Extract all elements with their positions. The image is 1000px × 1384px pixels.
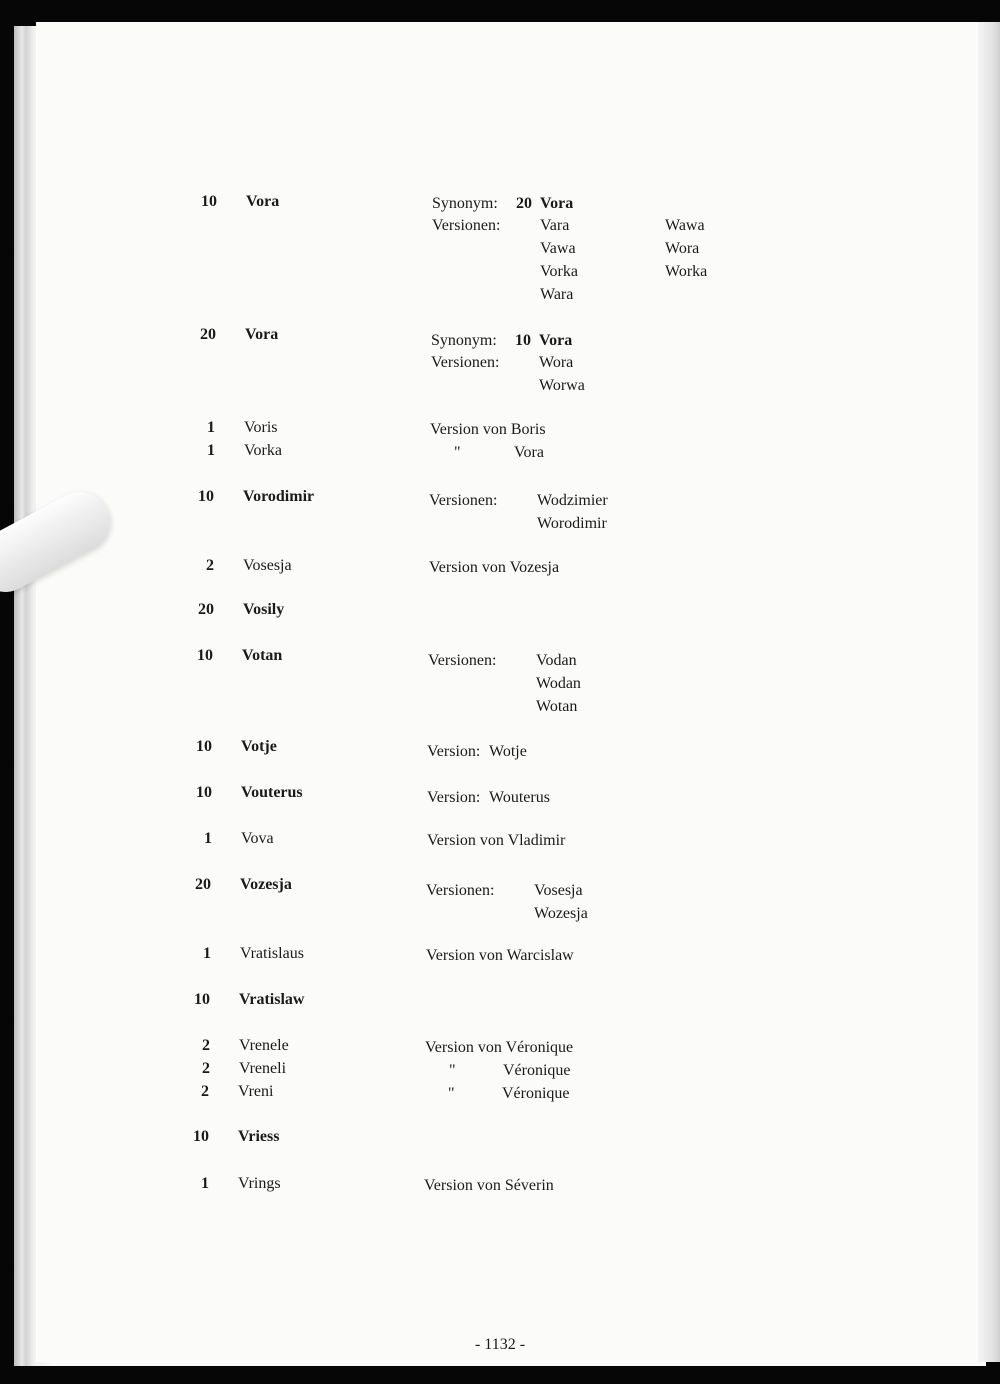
- entry-name: Vrenele: [239, 1037, 289, 1054]
- relation-label: Versionen:: [431, 354, 500, 371]
- entry-name: Vora: [246, 193, 280, 210]
- related-name: Worwa: [539, 377, 585, 394]
- relation-label: Version von Vozesja: [429, 559, 560, 576]
- relation-label: Versionen:: [428, 652, 497, 669]
- related-name: Vara: [540, 217, 570, 234]
- entry-rank: 10: [201, 193, 217, 210]
- entry-name: Vora: [245, 326, 279, 343]
- entry-name: Votan: [242, 647, 283, 664]
- entry-rank: 10: [196, 784, 212, 801]
- third-column-name: Worka: [665, 263, 708, 280]
- relation-label: Versionen:: [429, 492, 498, 509]
- entry-rank: 1: [201, 1175, 209, 1192]
- related-name: Vora: [540, 195, 574, 212]
- relation-label: Versionen:: [432, 217, 501, 234]
- related-name: Vorka: [540, 263, 578, 280]
- related-name: Worodimir: [537, 515, 607, 532]
- related-name: Véronique: [502, 1085, 570, 1102]
- third-column-name: Wora: [665, 240, 700, 257]
- relation-label: Version:: [427, 789, 481, 806]
- entry-rank: 1: [204, 830, 212, 847]
- entry-name: Vorodimir: [243, 488, 315, 505]
- related-name: Wotan: [536, 698, 578, 715]
- third-column-name: Wawa: [665, 217, 705, 234]
- related-name: Wouterus: [489, 789, 550, 806]
- related-name: Vosesja: [534, 882, 583, 899]
- page-edge: [978, 22, 1000, 1362]
- entry-rank: 2: [202, 1037, 210, 1054]
- related-rank: 10: [515, 332, 531, 349]
- relation-label: ": [454, 444, 461, 461]
- relation-label: Version von Séverin: [424, 1177, 554, 1194]
- entry-name: Voris: [244, 419, 278, 436]
- entry-rank: 10: [193, 1128, 209, 1145]
- relation-label: Version von Warcislaw: [426, 947, 574, 964]
- relation-label: Version von Véronique: [425, 1039, 574, 1056]
- entry-name: Votje: [241, 738, 277, 755]
- entry-rank: 1: [207, 419, 215, 436]
- entry-name: Vratislaus: [240, 945, 304, 962]
- related-name: Véronique: [503, 1062, 571, 1079]
- entry-name: Vosesja: [243, 557, 292, 574]
- related-name: Vawa: [540, 240, 576, 257]
- entry-rank: 1: [207, 442, 215, 459]
- related-name: Wotje: [489, 743, 527, 760]
- relation-label: Synonym:: [432, 195, 498, 212]
- entry-name: Vratislaw: [239, 991, 305, 1008]
- entry-name: Vriess: [238, 1128, 280, 1145]
- entry-rank: 20: [200, 326, 216, 343]
- relation-label: ": [448, 1085, 455, 1102]
- entry-name: Vova: [241, 830, 274, 847]
- entry-rank: 2: [206, 557, 214, 574]
- entry-rank: 10: [196, 738, 212, 755]
- entry-name: Vosily: [243, 601, 285, 618]
- entry-rank: 2: [202, 1060, 210, 1077]
- related-name: Vodan: [536, 652, 577, 669]
- related-name: Wodan: [536, 675, 581, 692]
- relation-label: Versionen:: [426, 882, 495, 899]
- entry-name: Vouterus: [241, 784, 303, 801]
- related-name: Vora: [539, 332, 573, 349]
- related-name: Wodzimier: [537, 492, 608, 509]
- entry-name: Vreni: [238, 1083, 274, 1100]
- entry-rank: 1: [203, 945, 211, 962]
- entry-name: Vreneli: [239, 1060, 287, 1077]
- page: [36, 22, 986, 1362]
- related-rank: 20: [516, 195, 532, 212]
- page-number: - 1132 -: [474, 1336, 526, 1353]
- relation-label: Version von Boris: [430, 421, 546, 438]
- related-name: Wozesja: [534, 905, 588, 922]
- related-name: Wora: [539, 354, 574, 371]
- related-name: Vora: [514, 444, 544, 461]
- related-name: Wara: [540, 286, 574, 303]
- relation-label: Synonym:: [431, 332, 497, 349]
- relation-label: ": [449, 1062, 456, 1079]
- entry-rank: 20: [195, 876, 211, 893]
- entry-name: Vorka: [244, 442, 282, 459]
- entry-name: Vozesja: [240, 876, 292, 893]
- entry-rank: 10: [194, 991, 210, 1008]
- entry-name: Vrings: [238, 1175, 281, 1192]
- entry-rank: 10: [197, 647, 213, 664]
- relation-label: Version:: [427, 743, 481, 760]
- entry-rank: 10: [198, 488, 214, 505]
- entry-rank: 2: [201, 1083, 209, 1100]
- relation-label: Version von Vladimir: [427, 832, 566, 849]
- entry-rank: 20: [198, 601, 214, 618]
